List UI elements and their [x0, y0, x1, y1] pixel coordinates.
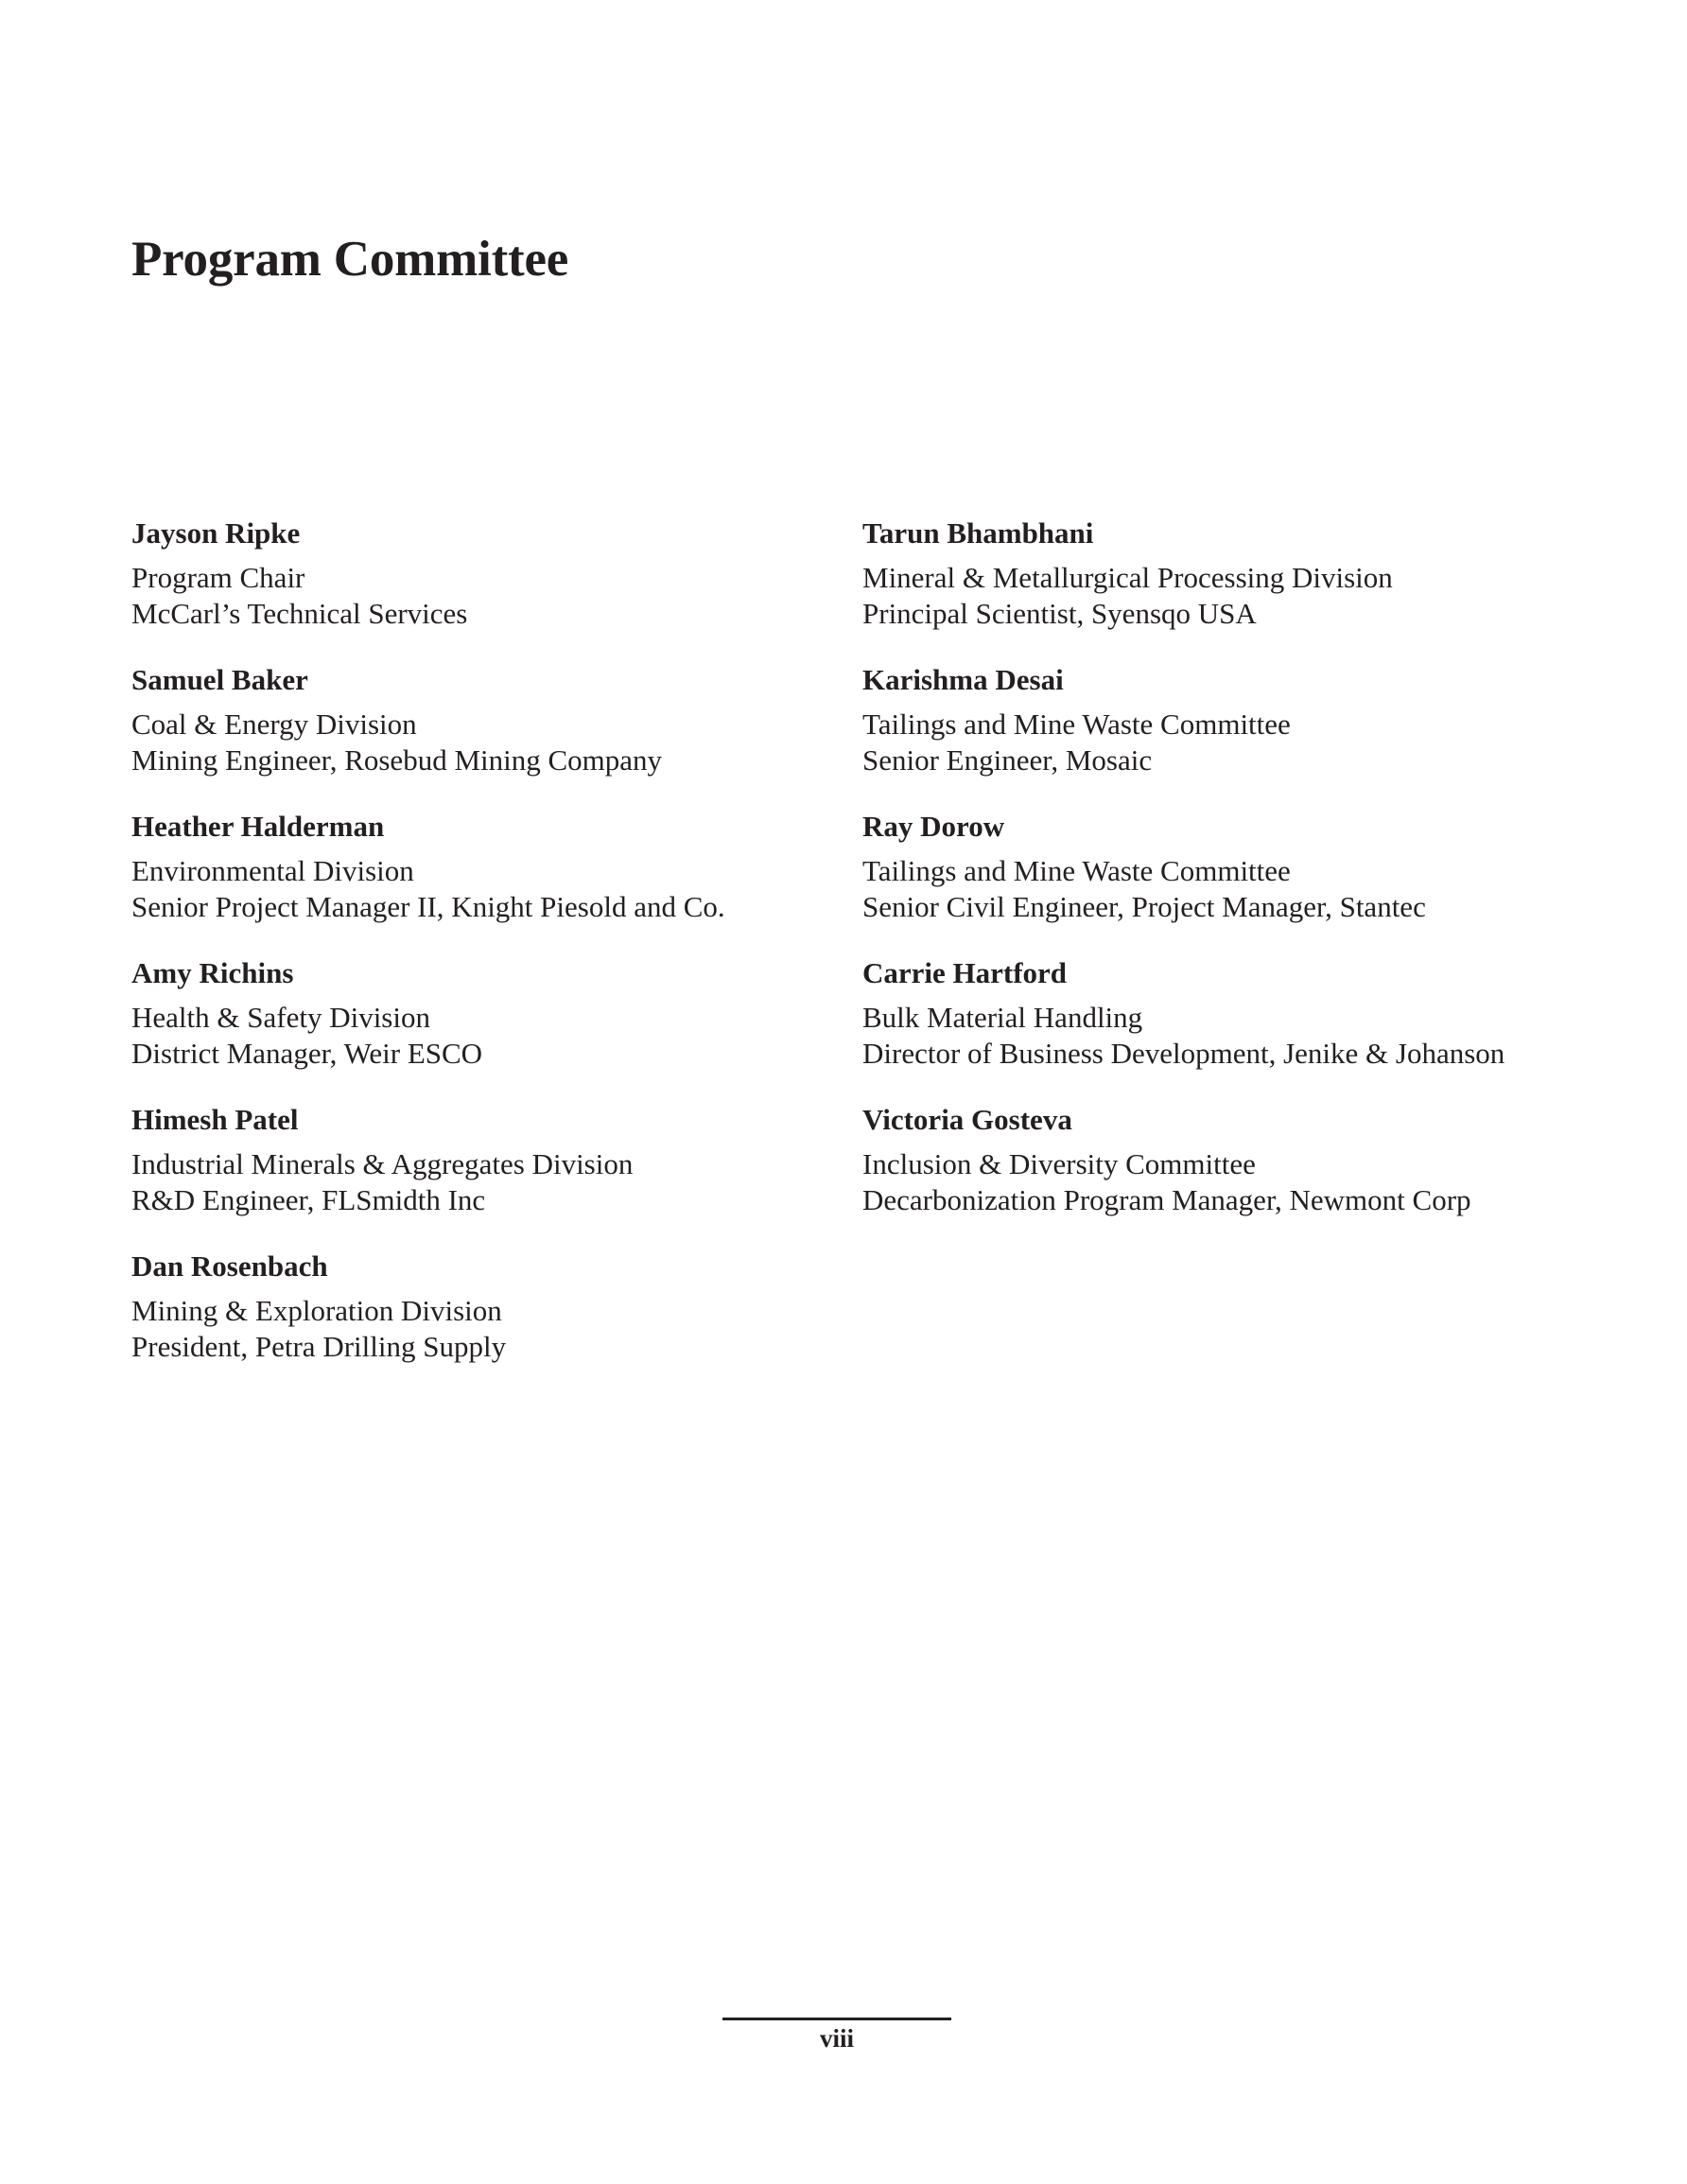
committee-member	[862, 955, 1581, 1072]
member-affiliation: Senior Civil Engineer, Project Manager, Stantec	[862, 890, 1426, 923]
committee-member	[131, 955, 850, 1072]
member-role: Program Chair	[131, 561, 305, 594]
page-title: Program Committee	[131, 232, 569, 287]
member-role: Inclusion & Diversity Committee	[862, 1147, 1256, 1180]
member-name: Ray Dorow	[862, 810, 1005, 843]
member-affiliation: R&D Engineer, FLSmidth Inc	[131, 1183, 486, 1216]
member-role: Mining & Exploration Division	[131, 1294, 502, 1327]
member-name: Victoria Gosteva	[862, 1103, 1072, 1136]
committee-member	[131, 662, 850, 778]
member-role: Bulk Material Handling	[862, 1001, 1143, 1034]
member-affiliation: Senior Engineer, Mosaic	[862, 743, 1153, 777]
member-name: Amy Richins	[131, 956, 294, 989]
committee-member	[862, 1102, 1581, 1218]
member-role: Tailings and Mine Waste Committee	[862, 854, 1291, 887]
member-affiliation: Director of Business Development, Jenike & Johanson	[862, 1037, 1505, 1070]
committee-member	[131, 1249, 850, 1365]
member-name: Dan Rosenbach	[131, 1249, 328, 1283]
committee-member	[131, 1102, 850, 1218]
member-affiliation: Mining Engineer, Rosebud Mining Company	[131, 743, 663, 777]
member-affiliation: President, Petra Drilling Supply	[131, 1330, 507, 1363]
committee-member	[131, 515, 850, 632]
member-role: Environmental Division	[131, 854, 414, 887]
member-affiliation: Principal Scientist, Syensqo USA	[862, 597, 1257, 630]
member-affiliation: District Manager, Weir ESCO	[131, 1037, 483, 1070]
page-number: viii	[819, 2024, 854, 2053]
committee-member	[862, 662, 1581, 778]
member-affiliation: Decarbonization Program Manager, Newmont Corp	[862, 1183, 1471, 1216]
member-name: Heather Halderman	[131, 810, 385, 843]
committee-member	[862, 809, 1581, 925]
member-name: Karishma Desai	[862, 663, 1064, 696]
member-role: Health & Safety Division	[131, 1001, 430, 1034]
member-name: Carrie Hartford	[862, 956, 1068, 989]
member-affiliation: Senior Project Manager II, Knight Piesold and Co.	[131, 890, 725, 923]
member-affiliation: McCarl’s Technical Services	[131, 597, 468, 630]
member-role: Tailings and Mine Waste Committee	[862, 708, 1291, 741]
committee-member	[131, 809, 850, 925]
member-role: Coal & Energy Division	[131, 708, 417, 741]
committee-member	[862, 515, 1581, 632]
member-role: Industrial Minerals & Aggregates Division	[131, 1147, 634, 1180]
footer-divider	[722, 2018, 951, 2020]
member-name: Samuel Baker	[131, 663, 308, 696]
member-name: Tarun Bhambhani	[862, 516, 1094, 550]
right-column	[862, 515, 1581, 1249]
member-role: Mineral & Metallurgical Processing Division	[862, 561, 1393, 594]
member-name: Jayson Ripke	[131, 516, 301, 550]
member-name: Himesh Patel	[131, 1103, 299, 1136]
left-column	[131, 515, 850, 1395]
